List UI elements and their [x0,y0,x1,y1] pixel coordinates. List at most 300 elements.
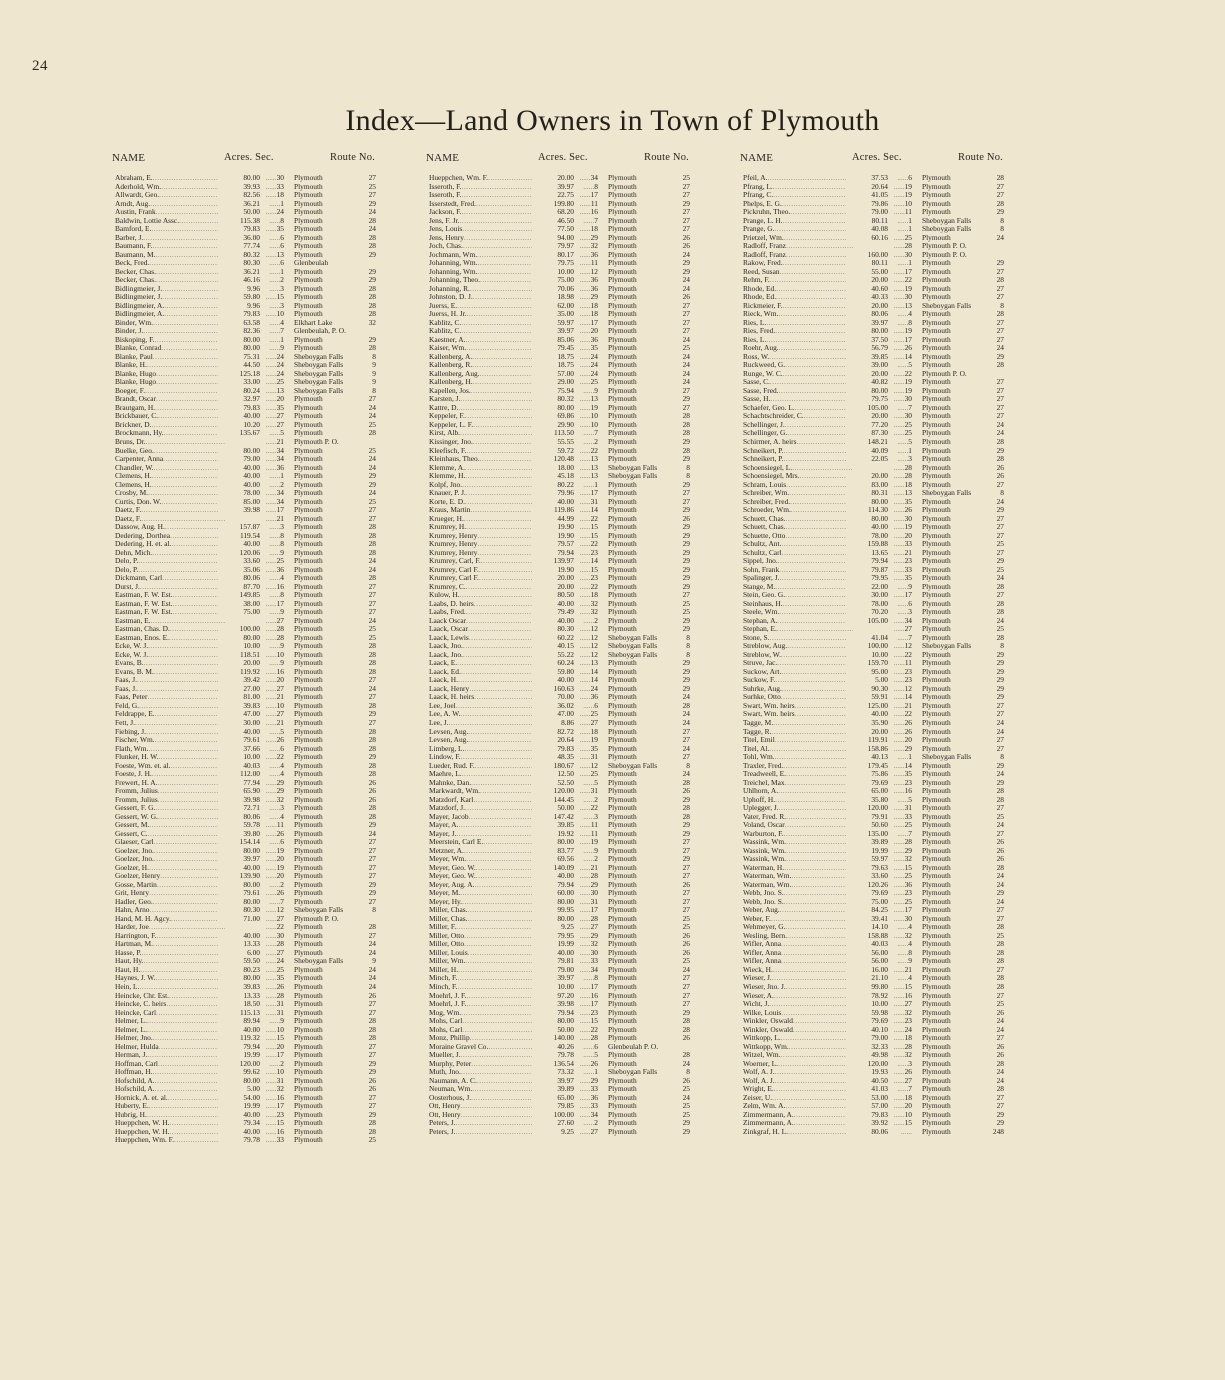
cell-sec: ...... 28 [886,838,912,847]
cell-route: Plymouth [922,982,951,991]
cell-route-number: 25 [350,1136,376,1145]
cell-route: Sheboygan Falls [294,352,344,361]
cell-acres: 41.05 [846,191,888,200]
header-route: Route No. [330,152,375,163]
cell-route: Plymouth [608,540,637,549]
cell-route: Sheboygan Falls [294,369,344,378]
cell-route: Plymouth [294,676,323,685]
cell-sec: ...... 22 [886,276,912,285]
cell-route: Plymouth [608,386,637,395]
cell-name: Miller, Chas. ..... [429,906,539,915]
cell-route-number: 26 [664,1077,690,1086]
cell-acres: 80.06 [846,310,888,319]
cell-sec: ...... 24 [258,208,284,217]
cell-route: Plymouth [922,846,951,855]
cell-route: Plymouth P. O. [922,369,967,378]
cell-route-number: 29 [664,796,690,805]
cell-name: Flunker, H. W. ..... [115,753,225,762]
cell-route-number: 29 [664,821,690,830]
cell-name: Johanning, Wm. ..... [429,268,539,277]
cell-route-number: 28 [664,804,690,813]
cell-name: Flath, Wm. ..... [115,745,225,754]
cell-route: Plymouth [922,1051,951,1060]
cell-name: Meyer, M. ..... [429,889,539,898]
cell-route: Plymouth [294,761,323,770]
cell-sec: ...... 29 [572,932,598,941]
cell-sec: ...... 26 [258,830,284,839]
cell-acres: 55.00 [846,268,888,277]
cell-route: Plymouth [294,1110,323,1119]
cell-route-number: 28 [978,276,1004,285]
cell-acres: 20.00 [532,574,574,583]
cell-acres: 19.99 [846,847,888,856]
cell-sec: ...... 12 [572,268,598,277]
cell-sec: ...... 15 [886,983,912,992]
cell-name: Schirmer, A. heirs ..... [743,438,853,447]
cell-route: Plymouth [294,582,323,591]
cell-sec: ...... 1 [886,259,912,268]
cell-name: Kirst, Alb. ..... [429,429,539,438]
cell-route: Plymouth [608,897,637,906]
cell-route-number: 27 [664,906,690,915]
cell-name: Sasse, C. ..... [743,378,853,387]
cell-route-number: 28 [664,429,690,438]
cell-name: Zinkgraf, H. L. ..... [743,1128,853,1137]
cell-acres: 79.96 [532,489,574,498]
cell-route: Plymouth [294,710,323,719]
cell-route-number: 28 [350,1026,376,1035]
cell-sec: ...... 17 [886,591,912,600]
cell-acres: 21.10 [846,974,888,983]
cell-name: Webb, Jno. S. ..... [743,889,853,898]
cell-route: Plymouth [922,787,951,796]
cell-route-number: 27 [978,745,1004,754]
cell-route-number: 27 [350,1043,376,1052]
cell-name: Limberg, L. ..... [429,745,539,754]
cell-route: Plymouth [922,1008,951,1017]
cell-sec: ...... 5 [572,779,598,788]
cell-acres: 79.78 [218,1136,260,1145]
cell-sec: ...... 32 [886,1051,912,1060]
cell-route: Plymouth [922,582,951,591]
cell-acres: 114.30 [846,506,888,515]
cell-acres: 94.00 [532,234,574,243]
cell-name: Miller, Otto ..... [429,940,539,949]
cell-name: Krumrey, Carl, F. ..... [429,557,539,566]
cell-name: Sasse, H. ..... [743,395,853,404]
cell-acres: 29.90 [532,421,574,430]
cell-route-number: 26 [664,293,690,302]
cell-acres: 160.63 [532,685,574,694]
cell-route: Plymouth [294,310,323,319]
cell-name: Traxler, Fred. ..... [743,762,853,771]
cell-route: Plymouth [608,174,637,182]
cell-name: Wolf, A. J. ..... [743,1077,853,1086]
cell-route: Plymouth [922,608,951,617]
cell-sec: ...... 4 [258,574,284,583]
cell-name: Warburton, F. ..... [743,830,853,839]
cell-acres: 33.00 [218,378,260,387]
cell-acres: 79.83 [846,1111,888,1120]
cell-name: Reed, Susan ..... [743,268,853,277]
cell-sec: ...... 24 [258,353,284,362]
cell-name: Juerss, E. ..... [429,302,539,311]
cell-route-number: 24 [664,361,690,370]
cell-sec: ...... 32 [572,600,598,609]
cell-name: Gessert, W. G. ..... [115,813,225,822]
cell-sec: ...... 26 [886,719,912,728]
cell-name: Biskoping, F. ..... [115,336,225,345]
cell-acres: 70.00 [532,693,574,702]
cell-name: Kaestner, A. ..... [429,336,539,345]
cell-route-number: 28 [978,583,1004,592]
cell-name: Carpenter, Anna ..... [115,455,225,464]
cell-acres: 40.00 [846,523,888,532]
cell-acres: 39.80 [218,830,260,839]
cell-route: Plymouth [294,1017,323,1026]
cell-sec: ...... 17 [886,268,912,277]
cell-route-number: 25 [978,1000,1004,1009]
cell-name: Struve, Jac. ..... [743,659,853,668]
cell-acres: 100.00 [532,1111,574,1120]
cell-route-number: 8 [978,217,1004,226]
cell-acres: 119.54 [218,532,260,541]
cell-acres: 6.00 [218,949,260,958]
cell-acres: 70.20 [846,608,888,617]
cell-name: Korte, E. D. ..... [429,498,539,507]
cell-route-number: 27 [978,591,1004,600]
cell-route: Plymouth [922,744,951,753]
cell-route: Plymouth [608,599,637,608]
cell-acres: 80.32 [218,251,260,260]
cell-sec: ...... 29 [258,779,284,788]
cell-sec: ...... 3 [258,285,284,294]
cell-sec: ...... 10 [258,310,284,319]
cell-sec: ...... 19 [886,378,912,387]
cell-acres: 19.90 [532,532,574,541]
cell-route: Sheboygan Falls [608,761,658,770]
cell-route-number: 25 [350,421,376,430]
cell-sec: ...... 29 [572,881,598,890]
cell-acres: 50.00 [532,1026,574,1035]
cell-route: Plymouth [922,719,951,727]
cell-sec: ...... 6 [886,174,912,183]
cell-route: Plymouth [608,804,637,813]
cell-name: Wicht, J. ..... [743,1000,853,1009]
cell-route: Plymouth [608,736,637,745]
cell-route: Plymouth [608,420,637,429]
cell-route-number: 28 [350,770,376,779]
cell-route: Plymouth [294,301,323,310]
cell-route: Plymouth [294,489,323,498]
cell-acres: 80.23 [218,966,260,975]
cell-acres: 69.86 [532,412,574,421]
cell-route-number: 27 [664,872,690,881]
cell-sec: ...... 23 [886,889,912,898]
cell-route: Plymouth [922,863,951,872]
cell-route: Plymouth [608,1008,637,1017]
cell-route-number: 24 [350,208,376,217]
cell-sec: ...... 16 [258,583,284,592]
cell-sec: ...... 12 [886,642,912,651]
cell-route-number: 27 [664,191,690,200]
cell-acres: 29.00 [532,378,574,387]
cell-sec: ...... 27 [258,412,284,421]
cell-route: Plymouth [922,701,951,710]
cell-acres: 80.00 [218,1077,260,1086]
cell-route-number: 24 [664,353,690,362]
cell-sec: ...... 15 [572,566,598,575]
cell-route-number: 28 [664,813,690,822]
cell-route: Plymouth [922,770,951,779]
cell-name: Laack Oscar ..... [429,617,539,626]
cell-route: Plymouth [608,829,637,838]
cell-route: Plymouth [922,957,951,966]
cell-route: Plymouth [294,965,323,974]
cell-name: Gosse, Martin ..... [115,881,225,890]
cell-route: Plymouth [608,497,637,506]
cell-name: Barber, J. ..... [115,234,225,243]
cell-sec: ...... 24 [886,1026,912,1035]
cell-route: Plymouth [294,557,323,566]
cell-sec: ...... 20 [886,736,912,745]
cell-sec: ...... 27 [572,1128,598,1137]
cell-sec: ...... 33 [258,183,284,192]
cell-route-number: 26 [664,515,690,524]
cell-route: Plymouth [294,1136,323,1145]
cell-route-number: 27 [978,183,1004,192]
cell-route-number: 27 [978,285,1004,294]
cell-sec: ...... 27 [886,1077,912,1086]
cell-name: Kulow, H. ..... [429,591,539,600]
cell-route: Plymouth [608,770,637,779]
cell-route-number: 29 [664,676,690,685]
cell-sec: ...... 27 [258,915,284,924]
cell-sec: ...... 22 [572,804,598,813]
cell-route: Plymouth [608,412,637,421]
cell-route: Plymouth [294,736,323,745]
cell-route-number: 25 [350,447,376,456]
cell-sec: ...... 1 [572,481,598,490]
cell-sec: ...... 33 [572,957,598,966]
cell-route: Plymouth [294,1042,323,1051]
cell-route: Glenbeulah [294,259,329,268]
cell-sec: ...... 10 [258,702,284,711]
cell-name: Rieck, Wm. ..... [743,310,853,319]
cell-route: Sheboygan Falls [922,225,972,234]
cell-route-number: 26 [664,234,690,243]
cell-route-number: 24 [664,276,690,285]
cell-route: Plymouth [922,667,951,676]
cell-sec: ...... 4 [258,762,284,771]
cell-acres: 80.00 [532,898,574,907]
cell-name: Swart, Wm. heirs ..... [743,710,853,719]
cell-acres: 36.02 [532,702,574,711]
cell-acres: 144.45 [532,796,574,805]
cell-name: Rickmeier, F. ..... [743,302,853,311]
cell-sec: ...... 35 [886,574,912,583]
cell-sec: ...... 12 [572,651,598,660]
cell-route: Plymouth [608,199,637,208]
cell-acres: 83.77 [532,847,574,856]
cell-route: Plymouth [294,403,323,412]
cell-sec: ...... 13 [572,455,598,464]
cell-route: Plymouth [608,225,637,234]
cell-name: Rehm, F. ..... [743,276,853,285]
cell-route: Plymouth [294,889,323,898]
cell-route-number: 8 [664,651,690,660]
cell-name: Laack, Henry ..... [429,685,539,694]
cell-sec: ...... 29 [572,1077,598,1086]
cell-route: Plymouth [922,378,951,387]
cell-name: Gessert, F. G. ..... [115,804,225,813]
cell-route-number: 27 [664,736,690,745]
cell-name: Hahn, Arno ..... [115,906,225,915]
cell-route-number: 28 [350,234,376,243]
cell-route-number: 29 [978,506,1004,515]
cell-name: Schuett, Chas. ..... [743,515,853,524]
cell-name: Wieser, A. ..... [743,992,853,1001]
cell-sec: ...... 17 [886,906,912,915]
cell-route-number: 26 [350,796,376,805]
cell-route: Plymouth [608,437,637,446]
cell-name: Eastman, F. W. Est. ..... [115,600,225,609]
cell-route: Plymouth [922,906,951,915]
cell-route-number: 25 [350,634,376,643]
cell-route-number: 26 [978,1043,1004,1052]
cell-sec: ...... 10 [886,200,912,209]
cell-route-number: 28 [350,1034,376,1043]
cell-name: Stone, S. ..... [743,634,853,643]
cell-sec: ...... 2 [258,276,284,285]
cell-sec: ...... 19 [886,327,912,336]
cell-name: Bidlingmeier, A. ..... [115,302,225,311]
cell-sec: ...... 36 [572,251,598,260]
cell-route-number: 25 [978,932,1004,941]
cell-sec: ...... 4 [886,974,912,983]
cell-route: Plymouth [294,1085,323,1094]
cell-sec: ...... 14 [886,693,912,702]
cell-sec: ...... 23 [572,574,598,583]
cell-name: Krumrey, Carl F. ..... [429,574,539,583]
cell-name: Laabs, Fred. ..... [429,608,539,617]
cell-acres: 41.04 [846,634,888,643]
cell-route-number: 27 [350,1094,376,1103]
cell-acres: 40.10 [846,1026,888,1035]
cell-acres: 80.00 [218,847,260,856]
cell-route-number: 27 [664,327,690,336]
cell-route-number: 28 [350,293,376,302]
cell-sec: ...... 30 [886,515,912,524]
cell-acres: 99.95 [532,906,574,915]
cell-name: Clemens, H. ..... [115,481,225,490]
header-name: NAME [112,152,146,164]
cell-name: Ries, Fred. ..... [743,327,853,336]
cell-route-number: 29 [350,821,376,830]
cell-acres: 75.00 [218,608,260,617]
cell-sec: ...... 15 [572,1017,598,1026]
cell-route-number: 29 [664,1009,690,1018]
cell-acres: 35.06 [218,566,260,575]
cell-acres: 55.55 [532,438,574,447]
cell-acres: 40.00 [532,676,574,685]
cell-route: Plymouth [922,948,951,957]
cell-sec: ...... 25 [258,966,284,975]
cell-sec: ...... 6 [572,702,598,711]
cell-acres: 72.71 [218,804,260,813]
cell-sec: ...... 34 [886,617,912,626]
cell-acres: 78.00 [846,600,888,609]
cell-route: Plymouth [608,361,637,370]
cell-name: Phelps, E. G. ..... [743,200,853,209]
cell-sec: ...... 33 [572,1102,598,1111]
cell-name: Stein, Geo. G. ..... [743,591,853,600]
cell-route-number: 26 [978,1009,1004,1018]
cell-acres: 39.93 [218,183,260,192]
cell-route-number: 24 [350,404,376,413]
cell-acres: 27.00 [218,685,260,694]
cell-route-number: 24 [350,225,376,234]
cell-route-number: 24 [664,693,690,702]
cell-route: Plymouth [294,276,323,285]
cell-route-number: 25 [350,183,376,192]
cell-sec: ...... 1 [258,268,284,277]
cell-route-number: 27 [350,676,376,685]
cell-name: Wehmeyer, G. ..... [743,923,853,932]
cell-route: Plymouth [608,991,637,1000]
cell-name: Evans, B. M. ..... [115,668,225,677]
cell-route: Plymouth [608,855,637,864]
cell-acres: 60.24 [532,659,574,668]
cell-acres: 37.53 [846,174,888,183]
cell-name: Miller, Otto ..... [429,932,539,941]
cell-name: Laack, Jno. ..... [429,651,539,660]
cell-name: Schneikert, P. ..... [743,447,853,456]
cell-route: Plymouth [294,625,323,634]
cell-name: Fett, J. ..... [115,719,225,728]
cell-route-number: 25 [664,923,690,932]
cell-sec: ...... 20 [258,676,284,685]
cell-sec: ...... 32 [258,796,284,805]
cell-route-number: 28 [978,634,1004,643]
cell-acres: 79.61 [218,889,260,898]
cell-acres: 33.60 [218,557,260,566]
cell-route: Plymouth [608,719,637,727]
cell-name: Zimmermann, A. ..... [743,1119,853,1128]
cell-route: Plymouth [294,506,323,515]
cell-sec: ...... 35 [886,770,912,779]
cell-sec: ...... 12 [572,625,598,634]
cell-sec: ...... 27 [572,719,598,728]
cell-name: Radloff, Franz ..... [743,242,853,251]
cell-route-number: 27 [978,1102,1004,1111]
cell-route: Plymouth [294,744,323,753]
cell-acres: 85.06 [532,336,574,345]
cell-route: Plymouth [608,701,637,710]
cell-route-number: 26 [978,855,1004,864]
cell-route-number: 29 [350,753,376,762]
cell-sec: ...... 6 [258,234,284,243]
cell-acres: 135.67 [218,429,260,438]
cell-route: Plymouth [922,591,951,600]
cell-route-number: 28 [978,957,1004,966]
header-name: NAME [426,152,460,164]
cell-acres: 40.00 [532,498,574,507]
cell-name: Boeger, F. ..... [115,387,225,396]
cell-route-number: 29 [350,251,376,260]
cell-sec: ...... 3 [258,804,284,813]
cell-name: Levsen, Aug. ..... [429,736,539,745]
